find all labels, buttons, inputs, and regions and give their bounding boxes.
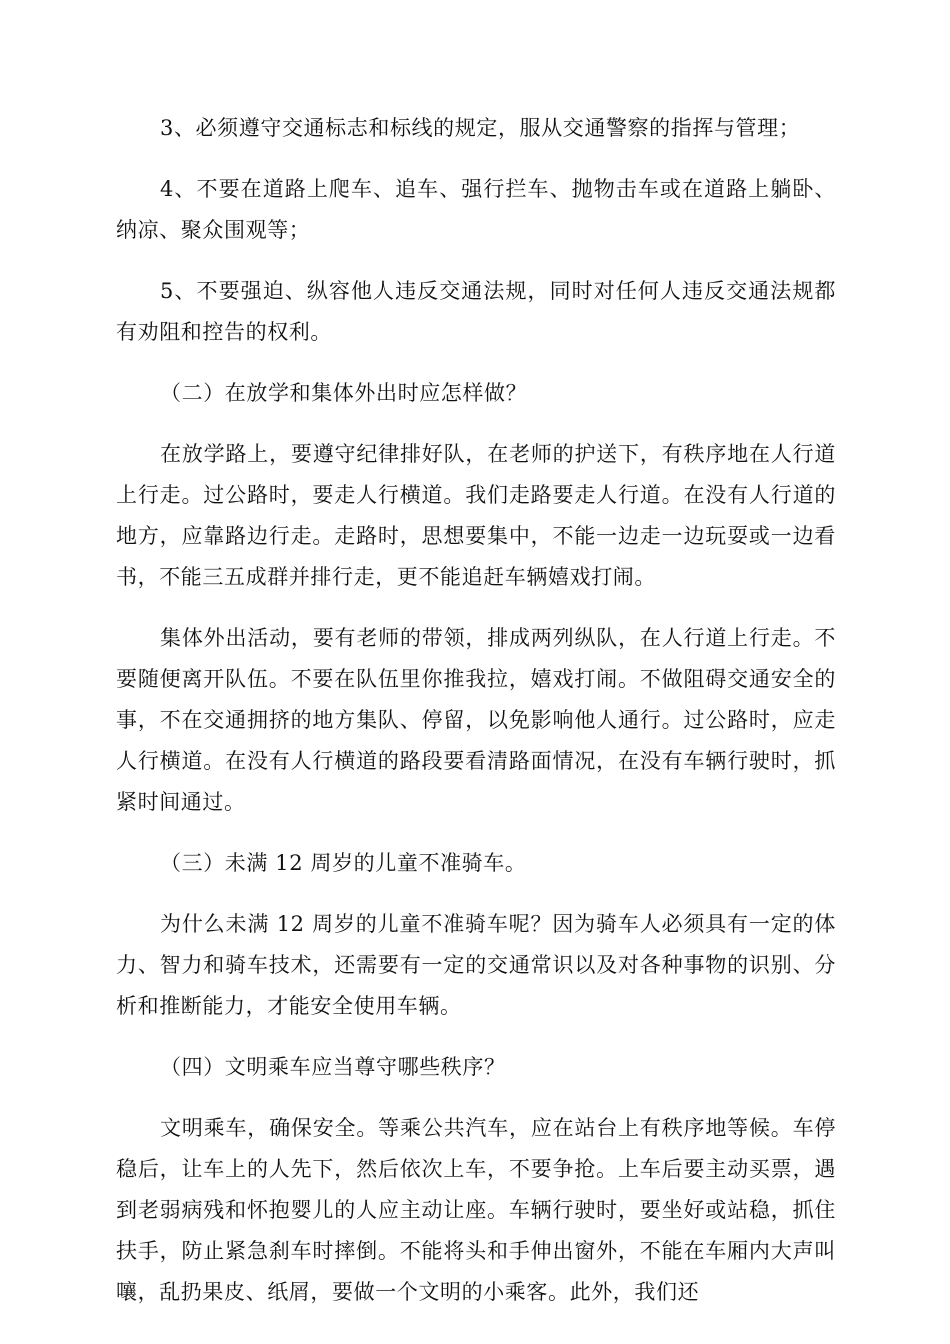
document-body — [116, 108, 836, 1333]
body-paragraph: 文明乘车，确保安全。等乘公共汽车，应在站台上有秩序地等候。车停稳后，让车上的人先下，然后依次上车，不要争抢。上车后要主动买票，遇到老弱病残和怀抱婴儿的人应主动让座。车辆行驶时，要坐好或站稳，抓住扶手，防止紧急刹车时摔倒。不能将头和手伸出窗外，不能在车厢内大声叫嚷，乱扔果皮、纸屑，要做一个文明的小乘客。此外，我们还 — [116, 1116, 836, 1304]
body-paragraph: 在放学路上，要遵守纪律排好队，在老师的护送下，有秩序地在人行道上行走。过公路时，要走人行横道。我们走路要走人行道。在没有人行道的地方，应靠路边行走。走路时，思想要集中，不能一边走一边玩耍或一边看书，不能三五成群并排行走，更不能追赶车辆嬉戏打闹。 — [116, 442, 836, 589]
section-heading-4: （四）文明乘车应当尊守哪些秩序？ — [160, 1055, 506, 1079]
rule-item-5: 5、不要强迫、纵容他人违反交通法规，同时对任何人违反交通法规都有劝阻和控告的权利。 — [116, 279, 836, 344]
section-heading-2: （二）在放学和集体外出时应怎样做？ — [160, 381, 528, 405]
body-paragraph: 集体外出活动，要有老师的带领，排成两列纵队，在人行道上行走。不要随便离开队伍。不要在队伍里你推我拉，嬉戏打闹。不做阻碍交通安全的事，不在交通拥挤的地方集队、停留，以免影响他人通行。过公路时，应走人行横道。在没有人行横道的路段要看清路面情况，在没有车辆行驶时，抓紧时间通过。 — [116, 626, 836, 814]
body-paragraph: 为什么未满 12 周岁的儿童不准骑车呢？因为骑车人必须具有一定的体力、智力和骑车技术，还需要有一定的交通常识以及对各种事物的识别、分析和推断能力，才能安全使用车辆。 — [116, 912, 836, 1018]
section-heading-3: （三）未满 12 周岁的儿童不准骑车。 — [160, 851, 527, 875]
rule-item-3: 3、必须遵守交通标志和标线的规定，服从交通警察的指挥与管理； — [160, 116, 801, 140]
rule-item-4: 4、不要在道路上爬车、追车、强行拦车、抛物击车或在道路上躺卧、纳凉、聚众围观等； — [116, 177, 836, 242]
